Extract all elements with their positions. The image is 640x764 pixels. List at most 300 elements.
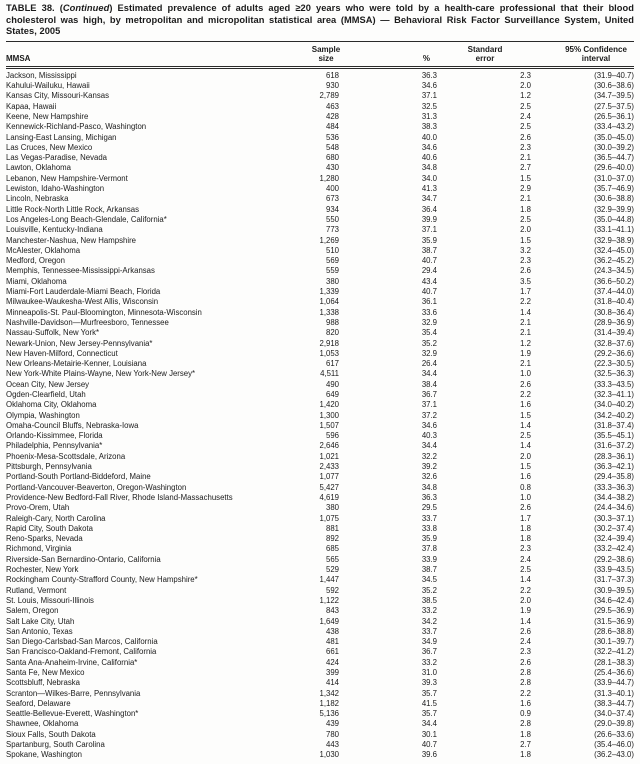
mmsa-cell: Ocean City, New Jersey (6, 379, 90, 389)
confidence-interval-cell: (32.2–41.2) (594, 647, 634, 657)
table-row (6, 462, 634, 472)
sample-size-cell: 1,064 (319, 297, 339, 307)
percent-cell: 39.6 (421, 750, 437, 760)
mmsa-cell: Kansas City, Missouri-Kansas (6, 91, 109, 101)
percent-cell: 31.3 (421, 111, 437, 121)
mmsa-cell: Kahului-Wailuku, Hawaii (6, 81, 90, 91)
sample-size-cell: 1,030 (319, 750, 339, 760)
confidence-interval-cell: (34.6–42.4) (594, 595, 634, 605)
standard-error-cell: 2.6 (520, 657, 531, 667)
percent-cell: 26.4 (421, 359, 437, 369)
sample-size-cell: 380 (325, 503, 339, 513)
table-row (6, 483, 634, 493)
mmsa-cell: Las Vegas-Paradise, Nevada (6, 153, 107, 163)
confidence-interval-cell: (36.3–42.1) (594, 462, 634, 472)
table-row (6, 658, 634, 668)
table-row (6, 431, 634, 441)
sample-size-cell: 1,077 (319, 472, 339, 482)
standard-error-cell: 2.6 (520, 266, 531, 276)
sample-size-cell: 673 (325, 194, 339, 204)
confidence-interval-cell: (30.3–37.1) (594, 513, 634, 523)
table-row (6, 308, 634, 318)
mmsa-cell: Louisville, Kentucky-Indiana (6, 225, 103, 235)
table-row (6, 534, 634, 544)
sample-size-cell: 1,075 (319, 513, 339, 523)
standard-error-cell: 1.4 (520, 575, 531, 585)
table-row (6, 637, 634, 647)
percent-cell: 34.9 (421, 637, 437, 647)
standard-error-cell: 1.4 (520, 616, 531, 626)
confidence-interval-cell: (31.6–37.2) (594, 441, 634, 451)
confidence-interval-cell: (32.9–38.9) (594, 235, 634, 245)
percent-cell: 34.8 (421, 482, 437, 492)
percent-cell: 31.0 (421, 668, 437, 677)
mmsa-cell: Rapid City, South Dakota (6, 523, 93, 533)
table-row (6, 380, 634, 390)
percent-cell: 34.8 (421, 163, 437, 173)
percent-cell: 33.7 (421, 626, 437, 636)
mmsa-cell: Olympia, Washington (6, 410, 80, 420)
standard-error-cell: 1.6 (520, 400, 531, 410)
table-body (6, 67, 634, 760)
standard-error-cell: 1.6 (520, 472, 531, 482)
table-row (6, 719, 634, 729)
confidence-interval-cell: (31.8–37.4) (594, 420, 634, 430)
sample-size-cell: 5,136 (319, 709, 339, 719)
standard-error-cell: 1.7 (520, 513, 531, 523)
percent-cell: 37.8 (421, 544, 437, 554)
percent-cell: 38.7 (421, 245, 437, 255)
table-row (6, 163, 634, 173)
percent-cell: 35.7 (421, 688, 437, 698)
header-sample-size-line2: size (298, 54, 342, 67)
standard-error-cell: 2.4 (520, 637, 531, 647)
sample-size-cell: 536 (325, 132, 339, 142)
table-title-rest: ) Estimated prevalence of adults aged ≥20 years who were told by a health-care professional that their blood cholesterol was high, by metropolitan and micropolitan statistical area (MMSA) — Behavioral Risk Factor Surveillance System, United States, 2005 (6, 3, 634, 37)
standard-error-cell: 2.6 (520, 132, 531, 142)
standard-error-cell: 1.0 (520, 369, 531, 379)
percent-cell: 40.7 (421, 256, 437, 266)
standard-error-cell: 1.9 (520, 348, 531, 358)
standard-error-cell: 2.6 (520, 626, 531, 636)
table-row (6, 555, 634, 565)
percent-cell: 36.4 (421, 204, 437, 214)
mmsa-cell: Philadelphia, Pennsylvania* (6, 441, 103, 451)
mmsa-cell: Portland-South Portland-Biddeford, Maine (6, 472, 151, 482)
table-row (6, 647, 634, 657)
sample-size-cell: 1,649 (319, 616, 339, 626)
sample-size-cell: 649 (325, 389, 339, 399)
table-row (6, 586, 634, 596)
sample-size-cell: 484 (325, 122, 339, 132)
standard-error-cell: 1.8 (520, 204, 531, 214)
confidence-interval-cell: (31.9–40.7) (594, 70, 634, 80)
percent-cell: 37.1 (421, 91, 437, 101)
table-row (6, 349, 634, 359)
percent-cell: 34.5 (421, 575, 437, 585)
mmsa-cell: New York-White Plains-Wayne, New York-New Jersey* (6, 369, 196, 379)
table-row (6, 524, 634, 534)
sample-size-cell: 661 (325, 647, 339, 657)
sample-size-cell: 1,338 (319, 307, 339, 317)
percent-cell: 37.2 (421, 410, 437, 420)
percent-cell: 40.6 (421, 153, 437, 163)
standard-error-cell: 2.3 (520, 544, 531, 554)
mmsa-cell: Lewiston, Idaho-Washington (6, 184, 105, 194)
confidence-interval-cell: (24.3–34.5) (594, 266, 634, 276)
sample-size-cell: 380 (325, 276, 339, 286)
percent-cell: 37.1 (421, 400, 437, 410)
percent-cell: 40.7 (421, 740, 437, 750)
mmsa-cell: Santa Fe, New Mexico (6, 668, 85, 677)
table-row (6, 174, 634, 184)
sample-size-cell: 4,619 (319, 492, 339, 502)
header-pct-spacer (342, 41, 438, 54)
mmsa-cell: Portland-Vancouver-Beaverton, Oregon-Washington (6, 482, 187, 492)
standard-error-cell: 1.6 (520, 698, 531, 708)
standard-error-cell: 2.0 (520, 451, 531, 461)
percent-cell: 32.9 (421, 317, 437, 327)
confidence-interval-cell: (33.9–43.5) (594, 565, 634, 575)
table-row (6, 411, 634, 421)
confidence-interval-cell: (26.6–33.6) (594, 729, 634, 739)
sample-size-cell: 780 (325, 729, 339, 739)
mmsa-cell: Memphis, Tennessee-Mississippi-Arkansas (6, 266, 155, 276)
percent-cell: 34.6 (421, 420, 437, 430)
table-row (6, 617, 634, 627)
standard-error-cell: 3.5 (520, 276, 531, 286)
standard-error-cell: 2.5 (520, 101, 531, 111)
confidence-interval-cell: (28.9–36.9) (594, 317, 634, 327)
table-row (6, 750, 634, 760)
confidence-interval-cell: (28.1–38.3) (594, 657, 634, 667)
table-row (6, 740, 634, 750)
header-standard-error-line2: error (438, 54, 532, 67)
sample-size-cell: 1,342 (319, 688, 339, 698)
confidence-interval-cell: (36.6–50.2) (594, 276, 634, 286)
percent-cell: 35.7 (421, 709, 437, 719)
confidence-interval-cell: (32.9–39.9) (594, 204, 634, 214)
sample-size-cell: 843 (325, 606, 339, 616)
sample-size-cell: 1,182 (319, 698, 339, 708)
sample-size-cell: 820 (325, 328, 339, 338)
sample-size-cell: 565 (325, 554, 339, 564)
standard-error-cell: 3.2 (520, 245, 531, 255)
table-row (6, 503, 634, 513)
sample-size-cell: 2,918 (319, 338, 339, 348)
mmsa-cell: McAlester, Oklahoma (6, 245, 81, 255)
header-sample-size-line1: Sample (298, 41, 342, 54)
mmsa-cell: Nassau-Suffolk, New York* (6, 328, 100, 338)
percent-cell: 39.3 (421, 678, 437, 688)
table-row (6, 194, 634, 204)
table-row (6, 133, 634, 143)
table-title-continued: Continued (62, 3, 110, 13)
mmsa-cell: Scranton—Wilkes-Barre, Pennsylvania (6, 688, 141, 698)
table-row (6, 102, 634, 112)
table-row (6, 369, 634, 379)
table-row (6, 122, 634, 132)
header-row-1 (6, 41, 634, 54)
confidence-interval-cell: (38.3–44.7) (594, 698, 634, 708)
table-row (6, 153, 634, 163)
standard-error-cell: 2.3 (520, 70, 531, 80)
mmsa-cell: Oklahoma City, Oklahoma (6, 400, 97, 410)
table-row (6, 143, 634, 153)
confidence-interval-cell: (34.7–39.5) (594, 91, 634, 101)
confidence-interval-cell: (33.1–41.1) (594, 225, 634, 235)
percent-cell: 35.9 (421, 534, 437, 544)
confidence-interval-cell: (35.7–46.9) (594, 184, 634, 194)
table-row (6, 318, 634, 328)
confidence-interval-cell: (28.6–38.8) (594, 626, 634, 636)
mmsa-cell: Rochester, New York (6, 565, 79, 575)
sample-size-cell: 892 (325, 534, 339, 544)
standard-error-cell: 1.5 (520, 235, 531, 245)
table-row (6, 472, 634, 482)
confidence-interval-cell: (35.5–45.1) (594, 431, 634, 441)
confidence-interval-cell: (37.4–44.0) (594, 287, 634, 297)
confidence-interval-cell: (31.8–40.4) (594, 297, 634, 307)
standard-error-cell: 2.6 (520, 503, 531, 513)
sample-size-cell: 559 (325, 266, 339, 276)
mmsa-cell: Riverside-San Bernardino-Ontario, California (6, 554, 161, 564)
percent-cell: 36.7 (421, 389, 437, 399)
standard-error-cell: 1.5 (520, 173, 531, 183)
mmsa-cell: Ogden-Clearfield, Utah (6, 389, 86, 399)
confidence-interval-cell: (36.5–44.7) (594, 153, 634, 163)
confidence-interval-cell: (30.8–36.4) (594, 307, 634, 317)
table-row (6, 328, 634, 338)
percent-cell: 33.2 (421, 606, 437, 616)
sample-size-cell: 550 (325, 214, 339, 224)
mmsa-cell: New Haven-Milford, Connecticut (6, 348, 118, 358)
sample-size-cell: 2,646 (319, 441, 339, 451)
standard-error-cell: 1.2 (520, 338, 531, 348)
table-row (6, 709, 634, 719)
sample-size-cell: 680 (325, 153, 339, 163)
percent-cell: 39.2 (421, 462, 437, 472)
sample-size-cell: 399 (325, 668, 339, 677)
sample-size-cell: 548 (325, 142, 339, 152)
mmsa-cell: Milwaukee-Waukesha-West Allis, Wisconsin (6, 297, 159, 307)
confidence-interval-cell: (35.0–44.8) (594, 214, 634, 224)
mmsa-cell: Manchester-Nashua, New Hampshire (6, 235, 137, 245)
sample-size-cell: 2,789 (319, 91, 339, 101)
mmsa-cell: Medford, Oregon (6, 256, 65, 266)
header-mmsa: MMSA (6, 54, 298, 67)
standard-error-cell: 2.0 (520, 81, 531, 91)
header-mmsa-spacer (6, 41, 298, 54)
confidence-interval-cell: (33.3–36.3) (594, 482, 634, 492)
standard-error-cell: 1.8 (520, 523, 531, 533)
standard-error-cell: 2.5 (520, 565, 531, 575)
table-row (6, 266, 634, 276)
standard-error-cell: 2.7 (520, 740, 531, 750)
standard-error-cell: 2.5 (520, 431, 531, 441)
percent-cell: 40.7 (421, 287, 437, 297)
table-row (6, 91, 634, 101)
mmsa-cell: Shawnee, Oklahoma (6, 719, 79, 729)
confidence-interval-cell: (31.5–36.9) (594, 616, 634, 626)
standard-error-cell: 2.7 (520, 163, 531, 173)
percent-cell: 32.6 (421, 472, 437, 482)
table-row (6, 730, 634, 740)
confidence-interval-cell: (30.9–39.5) (594, 585, 634, 595)
confidence-interval-cell: (31.0–37.0) (594, 173, 634, 183)
mmsa-cell: Provo-Orem, Utah (6, 503, 70, 513)
confidence-interval-cell: (31.7–37.3) (594, 575, 634, 585)
percent-cell: 35.9 (421, 235, 437, 245)
table-row (6, 112, 634, 122)
sample-size-cell: 438 (325, 626, 339, 636)
mmsa-cell: San Antonio, Texas (6, 626, 73, 636)
sample-size-cell: 930 (325, 81, 339, 91)
mmsa-cell: San Francisco-Oakland-Fremont, California (6, 647, 157, 657)
mmsa-cell: Kennewick-Richland-Pasco, Washington (6, 122, 147, 132)
mmsa-cell: Lebanon, New Hampshire-Vermont (6, 173, 128, 183)
sample-size-cell: 569 (325, 256, 339, 266)
table-row (6, 575, 634, 585)
table-row (6, 225, 634, 235)
sample-size-cell: 1,447 (319, 575, 339, 585)
sample-size-cell: 1,339 (319, 287, 339, 297)
standard-error-cell: 2.6 (520, 379, 531, 389)
mmsa-cell: Newark-Union, New Jersey-Pennsylvania* (6, 338, 153, 348)
percent-cell: 33.2 (421, 657, 437, 667)
confidence-interval-cell: (35.0–45.0) (594, 132, 634, 142)
standard-error-cell: 2.2 (520, 389, 531, 399)
mmsa-cell: Las Cruces, New Mexico (6, 142, 93, 152)
sample-size-cell: 439 (325, 719, 339, 729)
mmsa-cell: Lansing-East Lansing, Michigan (6, 132, 117, 142)
mmsa-cell: San Diego-Carlsbad-San Marcos, California (6, 637, 158, 647)
standard-error-cell: 2.1 (520, 153, 531, 163)
percent-cell: 32.9 (421, 348, 437, 358)
standard-error-cell: 0.9 (520, 709, 531, 719)
sample-size-cell: 529 (325, 565, 339, 575)
table-row (6, 246, 634, 256)
table-row (6, 277, 634, 287)
table-row (6, 668, 634, 678)
percent-cell: 35.2 (421, 338, 437, 348)
table-row (6, 606, 634, 616)
prevalence-table (6, 41, 634, 761)
percent-cell: 40.0 (421, 132, 437, 142)
mmsa-cell: Minneapolis-St. Paul-Bloomington, Minnesota-Wisconsin (6, 307, 202, 317)
sample-size-cell: 596 (325, 431, 339, 441)
table-row (6, 81, 634, 91)
mmsa-cell: Orlando-Kissimmee, Florida (6, 431, 103, 441)
standard-error-cell: 2.2 (520, 688, 531, 698)
standard-error-cell: 0.8 (520, 482, 531, 492)
percent-cell: 43.4 (421, 276, 437, 286)
confidence-interval-cell: (31.3–40.1) (594, 688, 634, 698)
percent-cell: 40.3 (421, 431, 437, 441)
percent-cell: 34.4 (421, 719, 437, 729)
confidence-interval-cell: (30.6–38.6) (594, 81, 634, 91)
percent-cell: 38.5 (421, 595, 437, 605)
confidence-interval-cell: (22.3–30.5) (594, 359, 634, 369)
sample-size-cell: 430 (325, 163, 339, 173)
sample-size-cell: 1,420 (319, 400, 339, 410)
confidence-interval-cell: (27.5–37.5) (594, 101, 634, 111)
confidence-interval-cell: (33.3–43.5) (594, 379, 634, 389)
percent-cell: 36.3 (421, 70, 437, 80)
confidence-interval-cell: (26.5–36.1) (594, 111, 634, 121)
table-row (6, 339, 634, 349)
percent-cell: 38.3 (421, 122, 437, 132)
mmsa-cell: Keene, New Hampshire (6, 111, 89, 121)
table-row (6, 544, 634, 554)
standard-error-cell: 2.2 (520, 297, 531, 307)
standard-error-cell: 2.0 (520, 595, 531, 605)
table-row (6, 493, 634, 503)
standard-error-cell: 2.1 (520, 194, 531, 204)
standard-error-cell: 2.1 (520, 328, 531, 338)
confidence-interval-cell: (32.5–36.3) (594, 369, 634, 379)
percent-cell: 33.6 (421, 307, 437, 317)
confidence-interval-cell: (29.6–40.0) (594, 163, 634, 173)
sample-size-cell: 1,280 (319, 173, 339, 183)
table-row (6, 184, 634, 194)
standard-error-cell: 1.0 (520, 492, 531, 502)
confidence-interval-cell: (30.1–39.7) (594, 637, 634, 647)
table-row (6, 596, 634, 606)
confidence-interval-cell: (35.4–46.0) (594, 740, 634, 750)
standard-error-cell: 2.4 (520, 554, 531, 564)
mmsa-cell: Rutland, Vermont (6, 585, 67, 595)
table-row (6, 390, 634, 400)
sample-size-cell: 685 (325, 544, 339, 554)
header-confidence-interval-line2: interval (532, 54, 634, 67)
confidence-interval-cell: (32.3–41.1) (594, 389, 634, 399)
standard-error-cell: 1.4 (520, 441, 531, 451)
percent-cell: 36.7 (421, 647, 437, 657)
standard-error-cell: 1.9 (520, 606, 531, 616)
standard-error-cell: 1.8 (520, 729, 531, 739)
sample-size-cell: 1,021 (319, 451, 339, 461)
standard-error-cell: 2.4 (520, 111, 531, 121)
table-row (6, 236, 634, 246)
table-title (6, 3, 634, 38)
mmsa-cell: Salem, Oregon (6, 606, 59, 616)
sample-size-cell: 510 (325, 245, 339, 255)
confidence-interval-cell: (30.2–37.4) (594, 523, 634, 533)
percent-cell: 34.2 (421, 616, 437, 626)
standard-error-cell: 1.8 (520, 750, 531, 760)
standard-error-cell: 2.1 (520, 317, 531, 327)
table-row (6, 627, 634, 637)
table-row (6, 421, 634, 431)
mmsa-cell: Seaford, Delaware (6, 698, 71, 708)
mmsa-cell: Scottsbluff, Nebraska (6, 678, 80, 688)
percent-cell: 29.5 (421, 503, 437, 513)
confidence-interval-cell: (25.4–36.6) (594, 668, 634, 677)
sample-size-cell: 1,300 (319, 410, 339, 420)
confidence-interval-cell: (33.4–43.2) (594, 122, 634, 132)
table-row (6, 297, 634, 307)
mmsa-cell: Sioux Falls, South Dakota (6, 729, 96, 739)
standard-error-cell: 2.8 (520, 719, 531, 729)
standard-error-cell: 2.0 (520, 225, 531, 235)
header-percent: % (342, 54, 438, 67)
mmsa-cell: Rockingham County-Strafford County, New Hampshire* (6, 575, 198, 585)
standard-error-cell: 1.2 (520, 91, 531, 101)
mmsa-cell: Richmond, Virginia (6, 544, 72, 554)
header-standard-error-line1: Standard (438, 41, 532, 54)
table-row (6, 256, 634, 266)
